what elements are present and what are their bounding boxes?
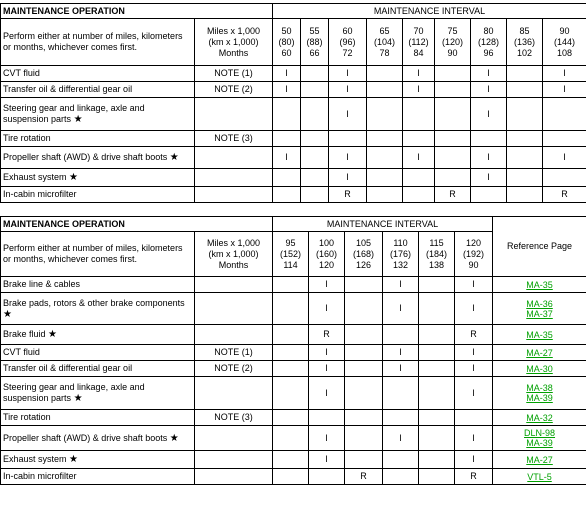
interval-cell [301,187,329,203]
interval-km: (184) [425,248,447,259]
interval-km: (104) [373,36,395,47]
interval-miles: 100 [318,237,335,248]
interval-cell: I [383,293,419,325]
interval-cell [367,169,403,187]
interval-cell: R [543,187,586,203]
interval-km: (168) [352,248,374,259]
operation-label: Brake line & cables [3,279,81,289]
interval-cell: I [309,426,345,451]
interval-months: 120 [318,259,335,270]
interval-cell [309,410,345,426]
reference-link[interactable]: MA-38 [526,383,553,393]
interval-miles: 115 [429,237,444,248]
reference-link[interactable]: MA-30 [526,363,553,374]
star-icon: ★ [73,114,83,125]
interval-cell [435,82,471,98]
table-row [1,293,586,325]
interval-months: 72 [342,47,353,58]
maintenance-table-1 [0,3,586,203]
table-row [1,187,586,203]
interval-cell: I [455,277,493,293]
interval-cell: I [455,361,493,377]
note-cell: NOTE (2) [195,361,273,377]
interval-cell: I [383,277,419,293]
interval-cell [309,469,345,485]
interval-cell [507,147,543,169]
interval-months: 66 [309,47,320,58]
interval-column-header [309,232,345,277]
interval-cell [507,82,543,98]
reference-cell [493,293,586,325]
operation-cell [1,377,195,410]
perform-instruction: Perform either at number of miles, kilometers or months, whichever comes first. [1,232,195,277]
interval-cell [507,187,543,203]
interval-cell [435,147,471,169]
interval-units [195,19,273,66]
interval-km: (128) [477,36,499,47]
interval-cell [345,325,383,345]
interval-cell: I [471,147,507,169]
unit-label: Miles x 1,000 [206,237,261,248]
interval-column-header [273,232,309,277]
table-row [1,147,586,169]
interval-cell [367,66,403,82]
reference-cell [493,345,586,361]
interval-cell: I [543,147,586,169]
interval-cell [345,451,383,469]
note-cell [195,451,273,469]
interval-cell: I [309,377,345,410]
note-cell [195,469,273,485]
operation-cell [1,131,195,147]
interval-cell: I [309,293,345,325]
table-row [1,82,586,98]
interval-miles: 85 [519,25,530,36]
operation-cell [1,361,195,377]
interval-cell [301,66,329,82]
operation-cell [1,66,195,82]
operation-cell [1,98,195,131]
operation-cell [1,469,195,485]
operation-label: In-cabin microfilter [3,189,77,199]
interval-cell: I [329,169,367,187]
interval-cell [367,131,403,147]
interval-column-header [329,19,367,66]
interval-cell: I [403,147,435,169]
table-row [1,361,586,377]
unit-label: (km x 1,000) [208,248,259,259]
reference-cell [493,325,586,345]
interval-miles: 75 [447,25,458,36]
interval-miles: 55 [309,25,320,36]
note-cell: NOTE (1) [195,66,273,82]
interval-cell [273,451,309,469]
reference-link[interactable]: MA-35 [526,329,553,340]
interval-cell [383,377,419,410]
interval-cell [301,147,329,169]
reference-link[interactable]: MA-32 [526,412,553,423]
interval-column-header [435,19,471,66]
interval-cell [273,426,309,451]
note-cell: NOTE (2) [195,82,273,98]
interval-cell [419,377,455,410]
unit-label: (km x 1,000) [208,36,259,47]
table-row [1,98,586,131]
interval-cell: R [345,469,383,485]
interval-column-header [403,19,435,66]
interval-cell [471,187,507,203]
operation-label: Exhaust system [3,454,67,464]
operation-label: Transfer oil & differential gear oil [3,363,133,373]
interval-km: (88) [306,36,323,47]
note-cell [195,98,273,131]
interval-cell: R [329,187,367,203]
reference-page-header: Reference Page [493,217,586,277]
star-icon: ★ [73,393,83,404]
operation-cell [1,147,195,169]
interval-cell [435,66,471,82]
interval-cell [543,98,586,131]
reference-link[interactable]: MA-35 [526,279,553,290]
interval-cell: R [435,187,471,203]
operation-label: Exhaust system [3,172,67,182]
maintenance-interval-header: MAINTENANCE INTERVAL [273,4,586,19]
interval-units [195,232,273,277]
interval-cell: I [309,361,345,377]
interval-cell [367,82,403,98]
interval-cell [345,293,383,325]
reference-link[interactable]: MA-39 [526,438,553,448]
interval-miles: 95 [285,237,296,248]
interval-cell: I [471,66,507,82]
interval-cell [345,377,383,410]
interval-miles: 105 [355,237,372,248]
interval-cell [403,169,435,187]
table-row [1,325,586,345]
interval-cell [419,426,455,451]
interval-cell [367,147,403,169]
interval-cell [273,98,301,131]
interval-cell: I [471,82,507,98]
interval-cell: I [543,82,586,98]
interval-miles: 70 [413,25,424,36]
interval-cell [435,98,471,131]
reference-link[interactable]: MA-37 [526,308,553,319]
interval-cell [301,131,329,147]
interval-cell [367,187,403,203]
interval-cell [419,451,455,469]
interval-months: 114 [283,259,298,270]
maintenance-interval-header: MAINTENANCE INTERVAL [273,217,493,232]
interval-km: (160) [315,248,337,259]
interval-cell [273,469,309,485]
reference-link[interactable]: DLN-98 [524,428,556,438]
interval-km: (152) [279,248,301,259]
interval-miles: 120 [466,237,482,248]
interval-miles: 110 [393,237,408,248]
interval-cell: I [455,293,493,325]
interval-cell [273,410,309,426]
interval-cell [419,361,455,377]
table-row [1,169,586,187]
interval-months: 138 [428,259,445,270]
interval-cell: I [455,345,493,361]
interval-cell: I [471,98,507,131]
note-cell: NOTE (1) [195,345,273,361]
operation-label: Steering gear and linkage, axle and suspension parts [3,103,145,124]
interval-months: 90 [468,259,479,270]
interval-cell [273,293,309,325]
interval-cell: I [309,451,345,469]
interval-cell: I [273,82,301,98]
reference-cell [493,361,586,377]
operation-cell [1,426,195,451]
operation-cell [1,451,195,469]
interval-cell [507,66,543,82]
interval-cell [345,410,383,426]
note-cell: NOTE (3) [195,131,273,147]
reference-cell [493,426,586,451]
interval-column-header [455,232,493,277]
table-row [1,451,586,469]
interval-cell [301,82,329,98]
unit-label: Months [218,47,249,58]
interval-cell: I [273,147,301,169]
unit-label: Months [218,259,249,270]
reference-link[interactable]: MA-39 [526,393,553,403]
interval-cell [507,98,543,131]
interval-cell [403,98,435,131]
interval-km: (120) [441,36,463,47]
interval-cell: I [329,66,367,82]
interval-cell [383,469,419,485]
star-icon: ★ [169,432,179,444]
note-cell [195,426,273,451]
interval-km: (112) [408,36,429,47]
interval-cell [273,277,309,293]
interval-miles: 50 [281,25,292,36]
operation-label: Brake fluid [3,329,46,339]
interval-months: 84 [413,47,424,58]
interval-cell: I [383,345,419,361]
interval-cell: R [455,325,493,345]
interval-cell [507,169,543,187]
interval-cell [403,131,435,147]
table-row [1,131,586,147]
interval-months: 96 [483,47,494,58]
interval-cell [435,169,471,187]
interval-column-header [301,19,329,66]
interval-cell: I [455,426,493,451]
star-icon: ★ [169,152,179,163]
operation-label: CVT fluid [3,68,40,78]
interval-months: 108 [557,47,573,58]
reference-cell [493,277,586,293]
interval-cell [419,469,455,485]
interval-column-header [383,232,419,277]
interval-cell: I [403,66,435,82]
interval-cell [383,451,419,469]
operation-label: In-cabin microfilter [3,471,77,481]
interval-cell: I [329,82,367,98]
interval-cell: I [471,169,507,187]
operation-cell [1,410,195,426]
interval-cell [273,361,309,377]
note-cell: NOTE (3) [195,410,273,426]
table-row [1,469,586,485]
interval-cell: R [455,469,493,485]
interval-miles: 80 [483,25,494,36]
note-cell [195,147,273,169]
operation-cell [1,325,195,345]
interval-cell: I [403,82,435,98]
interval-cell [345,345,383,361]
interval-km: (144) [554,36,576,47]
interval-cell [345,361,383,377]
interval-miles: 60 [342,25,353,36]
note-cell [195,377,273,410]
table-row [1,345,586,361]
interval-cell [273,187,301,203]
operation-label: Steering gear and linkage, axle and suspension parts [3,382,145,403]
interval-cell [345,426,383,451]
interval-cell [507,131,543,147]
star-icon: ★ [3,308,12,320]
interval-months: 60 [281,47,292,58]
interval-cell [435,131,471,147]
operation-cell [1,187,195,203]
maintenance-operation-header: MAINTENANCE OPERATION [1,4,273,19]
reference-link[interactable]: MA-36 [526,298,553,309]
interval-km: (96) [339,36,356,47]
interval-cell [543,131,586,147]
interval-cell: I [543,66,586,82]
interval-cell: I [329,147,367,169]
interval-column-header [507,19,543,66]
interval-cell: I [309,277,345,293]
interval-cell [301,169,329,187]
interval-cell: I [273,66,301,82]
star-icon: ★ [48,329,58,340]
interval-cell [383,325,419,345]
table-row [1,410,586,426]
table-row [1,426,586,451]
interval-miles: 65 [379,25,390,36]
table-row [1,66,586,82]
maintenance-table-2 [0,216,586,485]
interval-months: 90 [447,47,458,58]
interval-cell: R [309,325,345,345]
interval-cell [543,169,586,187]
interval-cell [301,98,329,131]
operation-label: Transfer oil & differential gear oil [3,84,133,94]
interval-column-header [419,232,455,277]
interval-cell [273,131,301,147]
interval-cell [329,131,367,147]
note-cell [195,187,273,203]
interval-km: (192) [463,248,485,259]
operation-label: Propeller shaft (AWD) & drive shaft boots [3,432,168,443]
interval-cell [419,325,455,345]
interval-cell: I [455,377,493,410]
operation-label: Propeller shaft (AWD) & drive shaft boots [3,152,168,162]
reference-cell [493,410,586,426]
interval-months: 78 [379,47,390,58]
interval-cell [419,293,455,325]
interval-cell: I [455,451,493,469]
interval-cell [383,410,419,426]
interval-cell [403,187,435,203]
interval-km: (136) [513,36,535,47]
star-icon: ★ [69,172,79,183]
interval-column-header [543,19,586,66]
reference-cell [493,469,586,485]
interval-cell [345,277,383,293]
interval-km: (80) [278,36,295,47]
table-row [1,377,586,410]
interval-months: 132 [392,259,409,270]
perform-instruction: Perform either at number of miles, kilometers or months, whichever comes first. [1,19,195,66]
maintenance-operation-header: MAINTENANCE OPERATION [1,217,273,232]
interval-months: 102 [516,47,533,58]
table-row [1,277,586,293]
interval-cell: I [383,426,419,451]
reference-link[interactable]: MA-27 [526,454,553,465]
reference-cell [493,451,586,469]
note-cell [195,277,273,293]
interval-cell: I [329,98,367,131]
interval-column-header [367,19,403,66]
unit-label: Miles x 1,000 [206,25,261,36]
interval-miles: 90 [559,25,570,36]
interval-cell [273,345,309,361]
note-cell [195,325,273,345]
interval-column-header [471,19,507,66]
interval-column-header [273,19,301,66]
interval-cell [273,377,309,410]
interval-months: 126 [355,259,372,270]
interval-cell [273,169,301,187]
interval-cell [419,345,455,361]
note-cell [195,293,273,325]
interval-cell [273,325,309,345]
operation-label: CVT fluid [3,347,40,357]
operation-cell [1,82,195,98]
reference-link[interactable]: MA-27 [526,347,553,358]
operation-label: Tire rotation [3,133,51,143]
interval-km: (176) [389,248,411,259]
operation-cell [1,345,195,361]
interval-column-header [345,232,383,277]
operation-cell [1,169,195,187]
reference-cell [493,377,586,410]
operation-cell [1,277,195,293]
interval-cell [419,410,455,426]
interval-cell [367,98,403,131]
interval-cell [471,131,507,147]
note-cell [195,169,273,187]
interval-cell [455,410,493,426]
interval-cell: I [309,345,345,361]
interval-cell [419,277,455,293]
star-icon: ★ [69,454,79,465]
reference-link[interactable]: VTL-5 [527,471,552,482]
interval-cell: I [383,361,419,377]
operation-label: Brake pads, rotors & other brake components [3,297,185,308]
operation-cell [1,293,195,325]
operation-label: Tire rotation [3,412,51,422]
